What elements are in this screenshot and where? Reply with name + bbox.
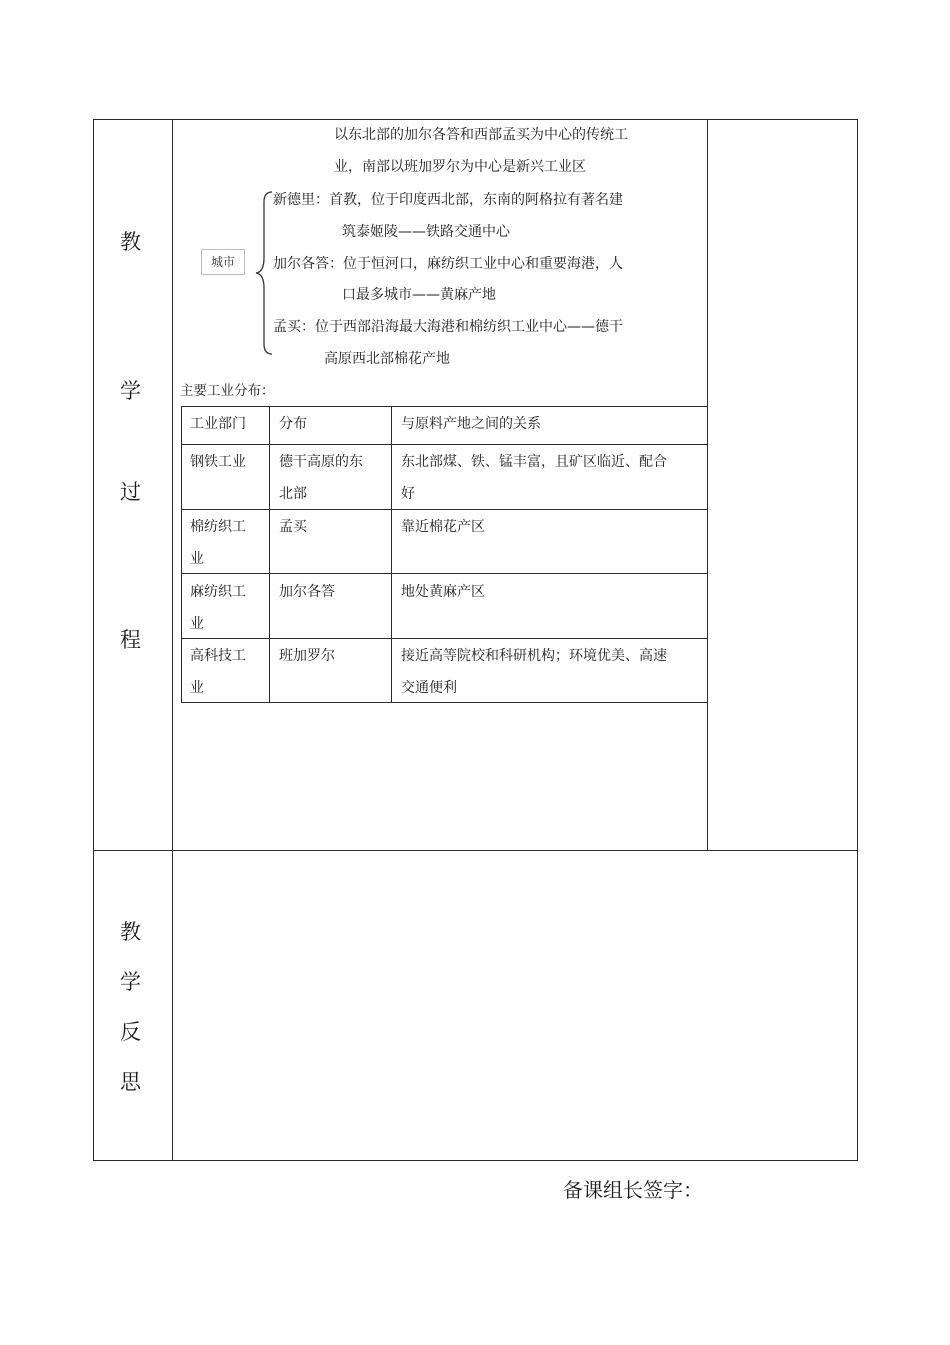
sector-cell: 高科技工 [190, 648, 246, 664]
table-header-cell: 与原料产地之间的关系 [401, 416, 541, 432]
process-label-char: 学 [120, 379, 141, 403]
location-cell: 北部 [279, 486, 307, 502]
signature-label: 备课组长签字： [563, 1178, 703, 1202]
city-mumbai-line: 孟买：位于西部沿海最大海港和棉纺织工业中心——德干 [273, 319, 623, 335]
outer-bottom-border [93, 1160, 858, 1161]
reflection-content-area[interactable] [173, 851, 857, 1160]
city-new-delhi-line: 新德里：首教，位于印度西北部，东南的阿格拉有著名建 [273, 192, 623, 208]
city-kolkata-line: 加尔各答：位于恒河口，麻纺织工业中心和重要海港，人 [273, 256, 623, 272]
process-label-char: 过 [120, 480, 141, 504]
city-new-delhi-line: 筑泰姬陵——铁路交通中心 [342, 224, 510, 240]
reflection-label-char: 思 [120, 1070, 141, 1094]
outer-top-border [93, 119, 858, 120]
sector-cell: 业 [190, 616, 204, 632]
industry-title: 主要工业分布： [180, 383, 275, 399]
table-header-cell: 分布 [279, 416, 307, 432]
reflection-label-char: 反 [120, 1020, 141, 1044]
location-cell: 德干高原的东 [279, 454, 363, 470]
city-mumbai-line: 高原西北部棉花产地 [324, 351, 450, 367]
intro-line: 以东北部的加尔各答和西部孟买为中心的传统工 [334, 127, 628, 143]
relation-cell: 接近高等院校和科研机构；环境优美、高速 [401, 648, 667, 664]
table-header-cell: 工业部门 [190, 416, 246, 432]
relation-cell: 靠近棉花产区 [401, 519, 485, 535]
process-label-char: 程 [120, 628, 141, 652]
city-label-box: 城市 [201, 249, 245, 275]
intro-line: 业，南部以班加罗尔为中心是新兴工业区 [334, 159, 586, 175]
notes-column-divider [707, 119, 708, 850]
relation-cell: 好 [401, 486, 415, 502]
location-cell: 班加罗尔 [279, 648, 335, 664]
sector-cell: 棉纺织工 [190, 519, 246, 535]
location-cell: 孟买 [279, 519, 307, 535]
relation-cell: 地处黄麻产区 [401, 584, 485, 600]
relation-cell: 东北部煤、铁、锰丰富，且矿区临近、配合 [401, 454, 667, 470]
outer-right-border [857, 119, 858, 1161]
sector-cell: 麻纺织工 [190, 584, 246, 600]
city-kolkata-line: 口最多城市——黄麻产地 [342, 287, 496, 303]
reflection-label-char: 教 [120, 920, 141, 944]
outer-left-border [93, 119, 94, 1161]
sector-cell: 业 [190, 551, 204, 567]
sector-cell: 业 [190, 680, 204, 696]
process-label-char: 教 [120, 230, 141, 254]
relation-cell: 交通便利 [401, 680, 457, 696]
sector-cell: 钢铁工业 [190, 454, 246, 470]
location-cell: 加尔各答 [279, 584, 335, 600]
reflection-label-char: 学 [120, 970, 141, 994]
